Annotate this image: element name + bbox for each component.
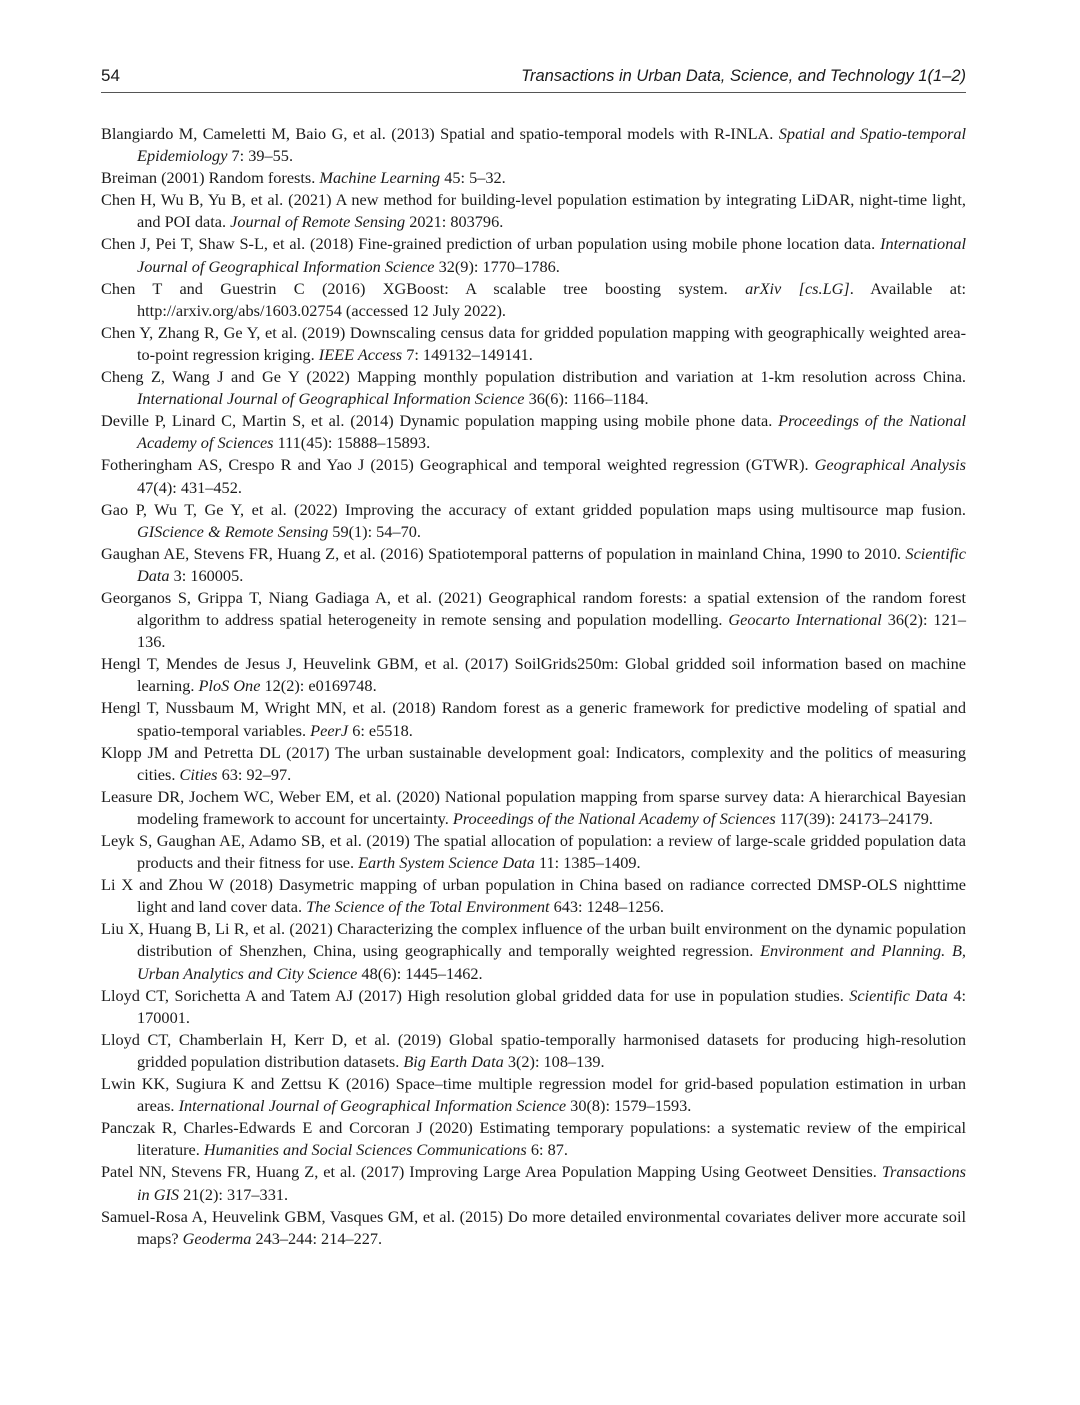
ref-source: International Journal of Geographical Information Science [178,1096,567,1116]
ref-text: Patel NN, Stevens FR, Huang Z, et al. (2017) Improving Large Area Population Mapping Using Geotweet Densities. [101,1162,882,1182]
ref-source: PeerJ [310,720,349,740]
ref-details: 3(2): 108–139. [503,1051,605,1071]
page-number: 54 [101,66,120,85]
ref-source: Geographical Analysis [814,455,966,475]
ref-source: Geocarto International [728,610,882,630]
reference-item [101,410,966,454]
ref-source: The Science of the Total Environment [306,897,550,917]
ref-source: Spatial and Spatio-temporal Epidemiology [137,124,967,166]
reference-item [101,1073,966,1117]
ref-details: 21(2): 317–331. [179,1184,289,1204]
ref-text: Leasure DR, Jochem WC, Weber EM, et al. (2020) National population mapping from sparse survey data: A hierarchical Bayesian modeling framework to account for uncertainty. [101,786,966,828]
reference-item [101,985,966,1029]
reference-item [101,1029,966,1073]
ref-source: Big Earth Data [403,1051,504,1071]
ref-details: 7: 149132–149141. [402,344,533,364]
ref-source: Environment and Planning. B, Urban Analytics and City Science [137,941,966,983]
ref-text: Chen T and Guestrin C (2016) XGBoost: A scalable tree boosting system. [101,278,746,298]
ref-source: Machine Learning [319,168,441,188]
ref-text: Cheng Z, Wang J and Ge Y (2022) Mapping monthly population distribution and variation at 1-km resolution across China. [101,367,966,387]
reference-item [101,786,966,830]
ref-details: 6: 87. [526,1140,568,1160]
ref-text: Leyk S, Gaughan AE, Adamo SB, et al. (2019) The spatial allocation of population: a review of large-scale gridded population data products and their fitness for use. [101,831,966,873]
reference-item [101,874,966,918]
ref-details: 117(39): 24173–24179. [775,808,933,828]
ref-source: Scientific Data [137,543,966,585]
ref-source: Geoderma [182,1228,252,1248]
ref-text: Blangiardo M, Cameletti M, Baio G, et al. (2013) Spatial and spatio-temporal models with R-INLA. [101,124,779,143]
reference-item [101,189,966,233]
ref-source: IEEE Access [318,344,403,364]
reference-item [101,918,966,984]
ref-source: Humanities and Social Sciences Communications [203,1140,527,1160]
ref-details: 6: e5518. [348,720,413,740]
ref-details: 7: 39–55. [227,146,294,166]
ref-source: International Journal of Geographical Information Science [137,234,966,276]
ref-source: Proceedings of the National Academy of Sciences [137,411,966,453]
ref-source: Earth System Science Data [358,853,535,873]
ref-text: Gao P, Wu T, Ge Y, et al. (2022) Improving the accuracy of extant gridded population maps using multisource map fusion. [101,499,966,519]
ref-details: 12(2): e0169748. [260,676,377,696]
ref-text: Georganos S, Grippa T, Niang Gadiaga A, et al. (2021) Geographical random forests: a spatial extension of the random forest algorithm to address spatial heterogeneity in remote sensing and population modelling. [101,587,966,630]
reference-item [101,1206,966,1250]
ref-text: Li X and Zhou W (2018) Dasymetric mapping of urban population in China based on radiance corrected DMSP-OLS nighttime light and land cover data. [101,875,966,917]
ref-details: . Available at: http://arxiv.org/abs/1603.02754 (accessed 12 July 2022). [137,278,966,320]
ref-details: 30(8): 1579–1593. [566,1096,692,1116]
reference-item [101,167,966,189]
ref-details: 36(6): 1166–1184. [524,389,649,409]
ref-text: Gaughan AE, Stevens FR, Huang Z, et al. (2016) Spatiotemporal patterns of population in mainland China, 1990 to 2010. [101,543,906,563]
ref-source: Proceedings of the National Academy of Sciences [452,808,776,828]
ref-source: GIScience & Remote Sensing [137,521,329,541]
reference-item [101,742,966,786]
ref-text: Breiman (2001) Random forests. [101,168,320,188]
ref-details: 11: 1385–1409. [534,853,641,873]
ref-text: Panczak R, Charles-Edwards E and Corcoran J (2020) Estimating temporary populations: a systematic review of the empirical literature. [101,1118,966,1160]
reference-item [101,830,966,874]
ref-text: Chen H, Wu B, Yu B, et al. (2021) A new method for building-level population estimation by integrating LiDAR, night-time light, and POI data. [101,190,966,232]
ref-details: 643: 1248–1256. [549,897,664,917]
ref-source: Transactions in GIS [137,1162,966,1204]
ref-text: Lwin KK, Sugiura K and Zettsu K (2016) Space–time multiple regression model for grid-based population estimation in urban areas. [101,1074,966,1116]
ref-details: 48(6): 1445–1462. [357,963,483,983]
ref-text: Klopp JM and Petretta DL (2017) The urban sustainable development goal: Indicators, complexity and the politics of measuring cities. [101,742,966,784]
ref-text: Deville P, Linard C, Martin S, et al. (2014) Dynamic population mapping using mobile phone data. [101,411,779,431]
ref-text: Liu X, Huang B, Li R, et al. (2021) Characterizing the complex influence of the urban built environment on the dynamic population distribution of Shenzhen, China, using geographically and temporally weighted regression. [101,919,966,961]
reference-item [101,454,966,498]
ref-details: 3: 160005. [169,565,244,585]
ref-text: Chen Y, Zhang R, Ge Y, et al. (2019) Downscaling census data for gridded population mapping with geographically weighted area-to-point regression kriging. [101,322,966,364]
ref-source: PloS One [198,676,261,696]
reference-item [101,499,966,543]
ref-details: 4: 170001. [137,985,966,1027]
ref-text: Samuel-Rosa A, Heuvelink GBM, Vasques GM, et al. (2015) Do more detailed environmental covariates deliver more accurate soil maps? [101,1206,966,1248]
page-header [101,66,966,93]
ref-source: International Journal of Geographical Information Science [137,389,525,409]
ref-details: 2021: 803796. [405,212,504,232]
reference-item [101,123,966,167]
reference-item [101,653,966,697]
reference-item [101,1117,966,1161]
reference-item [101,233,966,277]
ref-source: Cities [179,764,218,784]
ref-details: 32(9): 1770–1786. [434,256,560,276]
ref-source: Scientific Data [849,985,948,1005]
journal-title: Transactions in Urban Data, Science, and Technology 1(1–2) [521,67,966,85]
ref-text: Lloyd CT, Chamberlain H, Kerr D, et al. (2019) Global spatio-temporally harmonised datasets for producing high-resolution gridded population distribution datasets. [101,1029,966,1071]
ref-source: arXiv [cs.LG] [745,278,850,298]
reference-item [101,543,966,587]
ref-details: 36(2): 121–136. [137,610,966,652]
reference-item [101,1161,966,1205]
reference-item [101,366,966,410]
ref-text: Hengl T, Mendes de Jesus J, Heuvelink GBM, et al. (2017) SoilGrids250m: Global gridded soil information based on machine learning. [101,654,966,696]
ref-source: Journal of Remote Sensing [230,212,406,232]
ref-details: 45: 5–32. [440,168,506,188]
ref-text: Chen J, Pei T, Shaw S-L, et al. (2018) Fine-grained prediction of urban population using mobile phone location data. [101,234,881,254]
ref-text: Hengl T, Nussbaum M, Wright MN, et al. (2018) Random forest as a generic framework for predictive modeling of spatial and spatio-temporal variables. [101,698,966,740]
reference-list [101,123,966,1250]
reference-item [101,587,966,653]
ref-details: 47(4): 431–452. [137,477,242,497]
ref-details: 63: 92–97. [217,764,292,784]
ref-details: 243–244: 214–227. [251,1228,383,1248]
ref-details: 111(45): 15888–15893. [273,433,431,453]
ref-details: 59(1): 54–70. [328,521,421,541]
reference-item [101,697,966,741]
reference-item [101,278,966,322]
ref-text: Lloyd CT, Sorichetta A and Tatem AJ (2017) High resolution global gridded data for use in population studies. [101,985,850,1005]
reference-item [101,322,966,366]
ref-text: Fotheringham AS, Crespo R and Yao J (2015) Geographical and temporal weighted regression (GTWR). [101,455,815,475]
